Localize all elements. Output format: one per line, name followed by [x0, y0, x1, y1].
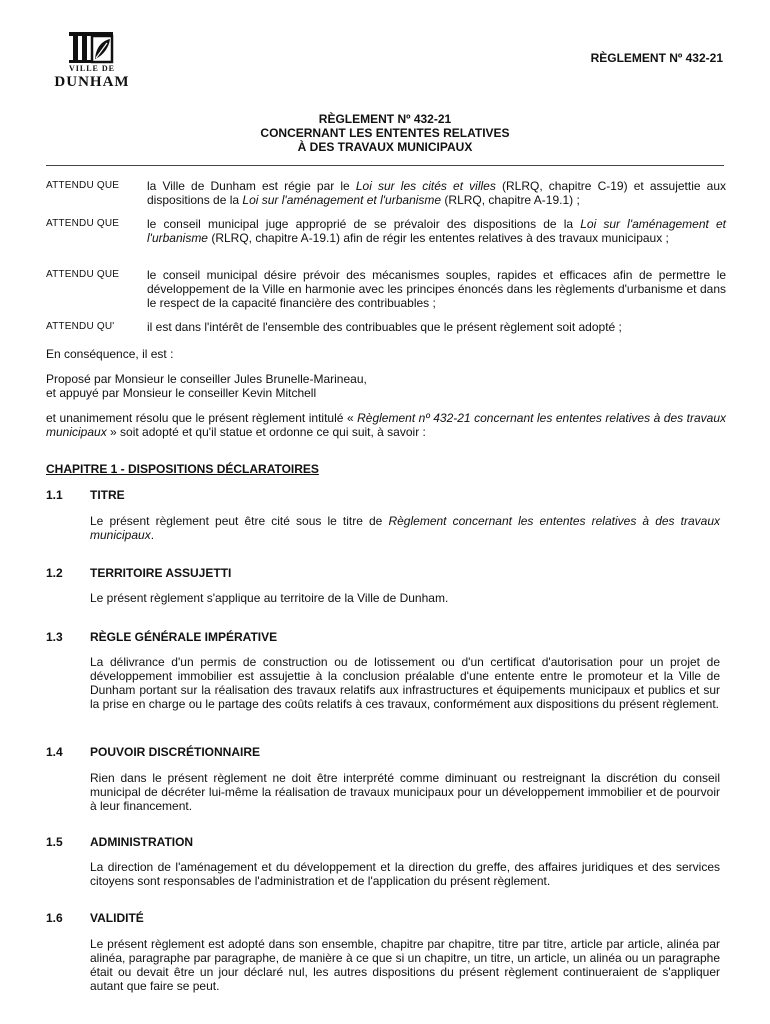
- chapter-heading: CHAPITRE 1 - DISPOSITIONS DÉCLARATOIRES: [46, 462, 319, 476]
- title-line-3: À DES TRAVAUX MUNICIPAUX: [297, 140, 473, 154]
- whereas-clause-1: [46, 179, 726, 207]
- section-body: La délivrance d'un permis de construction ou de lotissement ou d'un certificat d'autorisation pour un projet de développement immobilier est assujettie à la conclusion préalable d'une entente entre le promoteur et la Ville de Dunham portant sur la réalisation des travaux relatifs aux infrastructures et équipements municipaux et publics et sur la prise en charge ou le partage des coûts relatifs à ces travaux, conformément aux dispositions du présent règlement.: [90, 655, 720, 711]
- whereas-label: ATTENDU QU': [46, 321, 115, 332]
- section-body: Le présent règlement s'applique au territoire de la Ville de Dunham.: [90, 591, 449, 605]
- section-body: Le présent règlement est adopté dans son ensemble, chapitre par chapitre, titre par titre, article par article, alinéa par alinéa, paragraphe par paragraphe, de manière à ce que si un chapitre, un titre, un article, un alinéa ou un paragraphe était ou devait être un jour déclaré nul, les autres dispositions du présent règlement continueraient de s'appliquer autant que faire se peut.: [90, 937, 720, 993]
- section-number: 1.1: [46, 488, 63, 502]
- whereas-text: le conseil municipal désire prévoir des mécanismes souples, rapides et efficaces afin de permettre le développement de la Ville en harmonie avec les principes énoncés dans les règlements d'urbanisme et dans le respect de la capacité financière des contribuables ;: [147, 268, 726, 310]
- section-body: Rien dans le présent règlement ne doit être interprété comme diminuant ou restreignant la discrétion du conseil municipal de décréter lui-même la réalisation de travaux municipaux pour un développement immobilier et de pourvoir à leur financement.: [90, 771, 720, 813]
- section-title: TERRITOIRE ASSUJETTI: [90, 566, 232, 580]
- title-divider: [46, 165, 724, 166]
- section-title: POUVOIR DISCRÉTIONNAIRE: [90, 745, 261, 759]
- section-number: 1.6: [46, 911, 63, 925]
- section-number: 1.3: [46, 630, 63, 644]
- title-line-1: RÈGLEMENT Nº 432-21: [318, 112, 452, 126]
- title-line-2: CONCERNANT LES ENTENTES RELATIVES: [260, 126, 510, 140]
- resolution-text: et unanimement résolu que le présent règlement intitulé « Règlement nº 432-21 concernant les ententes relatives à des travaux municipaux » soit adopté et qu'il statue et ordonne ce qui suit, à savoir :: [46, 411, 726, 439]
- whereas-text: il est dans l'intérêt de l'ensemble des contribuables que le présent règlement soit adopté ;: [147, 320, 622, 334]
- section-number: 1.2: [46, 566, 63, 580]
- whereas-label: ATTENDU QUE: [46, 180, 120, 191]
- section-title: VALIDITÉ: [90, 911, 144, 925]
- whereas-text: le conseil municipal juge approprié de se prévaloir des dispositions de la Loi sur l'aménagement et l'urbanisme (RLRQ, chapitre A-19.1) afin de régir les ententes relatives à des travaux municipaux ;: [147, 217, 726, 245]
- section-body: Le présent règlement peut être cité sous le titre de Règlement concernant les ententes relatives à des travaux municipaux.: [90, 514, 720, 542]
- whereas-clause-2: [46, 217, 726, 245]
- section-number: 1.5: [46, 835, 63, 849]
- ville-de-dunham-logo: [46, 30, 138, 92]
- section-title: TITRE: [90, 488, 125, 502]
- proposed-line: Proposé par Monsieur le conseiller Jules Brunelle-Marineau,: [46, 372, 367, 386]
- columns-leaf-icon: [66, 30, 116, 64]
- whereas-clause-4: [46, 320, 726, 334]
- logo-dunham-text: DUNHAM: [54, 74, 130, 90]
- consequence-text: En conséquence, il est :: [46, 347, 174, 361]
- whereas-label: ATTENDU QUE: [46, 218, 120, 229]
- section-number: 1.4: [46, 745, 63, 759]
- whereas-text: la Ville de Dunham est régie par le Loi sur les cités et villes (RLRQ, chapitre C-19) et assujettie aux dispositions de la Loi sur l'aménagement et l'urbanisme (RLRQ, chapitre A-19.1) ;: [147, 179, 727, 207]
- section-body: La direction de l'aménagement et du développement et la direction du greffe, des affaires juridiques et des services citoyens sont responsables de l'administration et de l'application du présent règlement.: [90, 860, 720, 888]
- header-bylaw-reference: RÈGLEMENT Nº 432-21: [590, 51, 723, 65]
- document-title: [0, 112, 770, 154]
- section-title: RÈGLE GÉNÉRALE IMPÉRATIVE: [90, 630, 278, 644]
- proposed-by-text: [46, 372, 726, 400]
- whereas-label: ATTENDU QUE: [46, 269, 120, 280]
- logo-ville-text: VILLE DE: [68, 64, 115, 73]
- whereas-clause-3: [46, 268, 726, 310]
- seconded-line: et appuyé par Monsieur le conseiller Kevin Mitchell: [46, 386, 317, 400]
- section-title: ADMINISTRATION: [90, 835, 194, 849]
